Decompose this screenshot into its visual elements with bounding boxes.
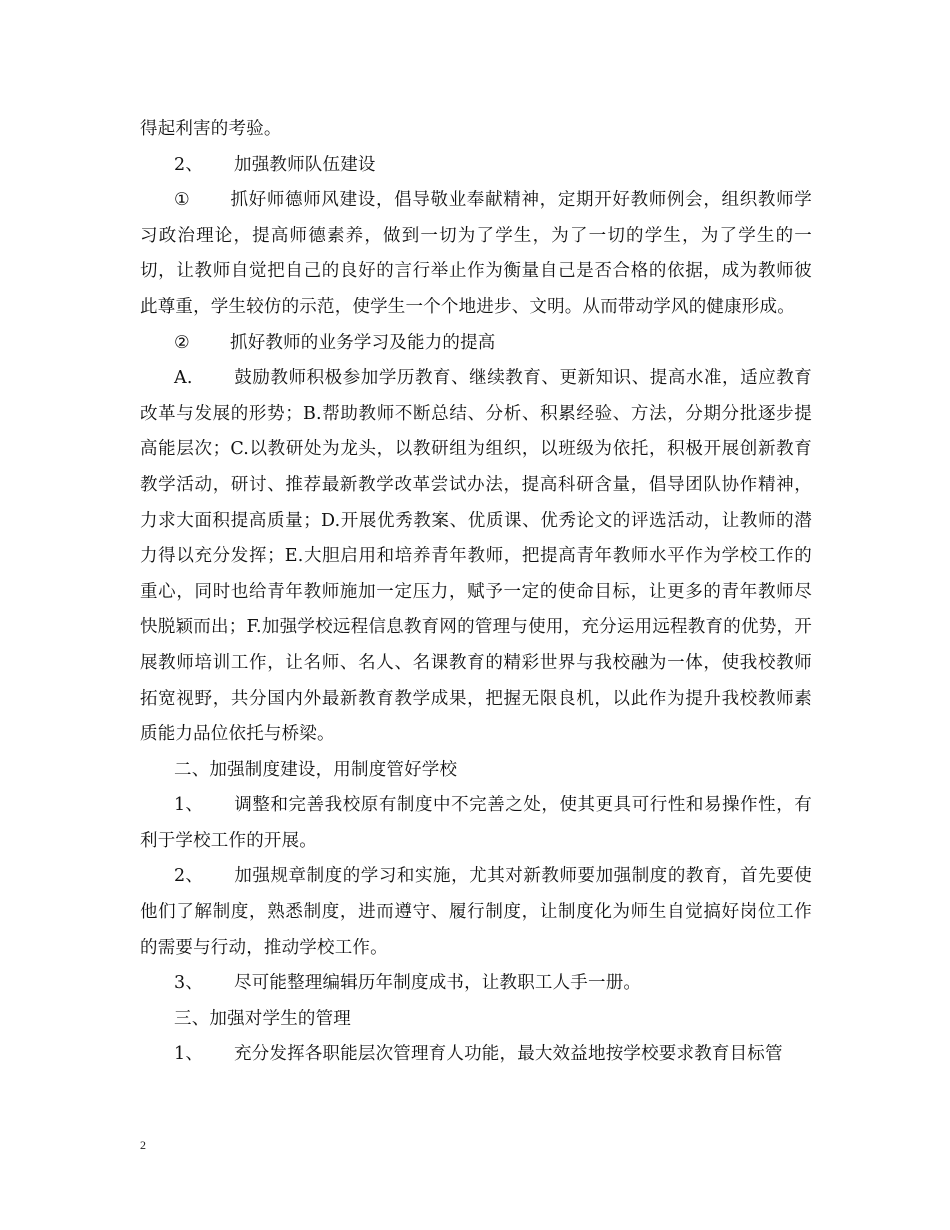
rule-item-2: [140, 859, 812, 966]
section-heading-two: [140, 753, 812, 789]
rule-number: 2、: [174, 866, 204, 887]
list-item-text: 抓好教师的业务学习及能力的提高: [230, 332, 496, 353]
rule-item-1: [140, 788, 812, 859]
paragraph-marker: A.: [174, 368, 193, 389]
section-number: 2、: [174, 154, 204, 175]
list-item-1: [140, 183, 812, 325]
document-body: [140, 112, 812, 1073]
paragraph-text: 鼓励教师积极参加学历教育、继续教育、更新知识、提高水准，适应教育改革与发展的形势；B.帮助教师不断总结、分析、积累经验、方法，分期分批逐步提高能层次；C.以教研处为龙头，以教研组为组织，以班级为依托，积极开展创新教育教学活动，研讨、推荐最新教学改革尝试办法，提高科研含量，倡导团队协作精神，力求大面积提高质量；D.开展优秀教案、优质课、优秀论文的评选活动，让教师的潜力得以充分发挥；E.大胆启用和培养青年教师，把提高青年教师水平作为学校工作的重心，同时也给青年教师施加一定压力，赋予一定的使命目标，让更多的青年教师尽快脱颖而出；F.加强学校远程信息教育网的管理与使用，充分运用远程教育的优势，开展教师培训工作，让名师、名人、名课教育的精彩世界与我校融为一体，使我校教师拓宽视野，共分国内外最新教育教学成果，把握无限良机，以此作为提升我校教师素质能力品位依托与桥梁。: [140, 368, 812, 745]
student-item-text: 充分发挥各职能层次管理育人功能，最大效益地按学校要求教育目标管: [234, 1044, 783, 1065]
rule-text: 加强规章制度的学习和实施，尤其对新教师要加强制度的教育，首先要使他们了解制度，熟悉制度，进而遵守、履行制度，让制度化为师生自觉搞好岗位工作的需要与行动，推动学校工作。: [140, 866, 812, 958]
heading-text: 二、加强制度建设，用制度管好学校: [174, 759, 458, 780]
list-item-text: 抓好师德师风建设，倡导敬业奉献精神，定期开好教师例会，组织教师学习政治理论，提高师德素养，做到一切为了学生，为了一切的学生，为了学生的一切，让教师自觉把自己的良好的言行举止作为衡量自己是否合格的依据，成为教师彼此尊重，学生较仿的示范，使学生一个个地进步、文明。从而带动学风的健康形成。: [140, 190, 812, 317]
list-item-2: [140, 326, 812, 362]
rule-text: 尽可能整理编辑历年制度成书，让教职工人手一册。: [234, 973, 642, 994]
rule-item-3: [140, 966, 812, 1002]
student-item-number: 1、: [174, 1044, 204, 1065]
list-item-marker: ①: [174, 190, 190, 211]
page-number: 2: [140, 1138, 146, 1152]
heading-text: 三、加强对学生的管理: [174, 1008, 351, 1029]
paragraph-a: [140, 361, 812, 753]
section-heading-2: [140, 148, 812, 184]
section-heading-three: [140, 1002, 812, 1038]
rule-text: 调整和完善我校原有制度中不完善之处，使其更具可行性和易操作性，有利于学校工作的开展。: [140, 795, 812, 851]
continuation-text: 得起利害的考验。: [140, 119, 282, 139]
student-item-1: [140, 1037, 812, 1073]
continuation-paragraph: [140, 112, 812, 148]
list-item-marker: ②: [174, 332, 190, 353]
section-title: 加强教师队伍建设: [234, 154, 376, 175]
rule-number: 3、: [174, 973, 204, 994]
rule-number: 1、: [174, 795, 204, 816]
